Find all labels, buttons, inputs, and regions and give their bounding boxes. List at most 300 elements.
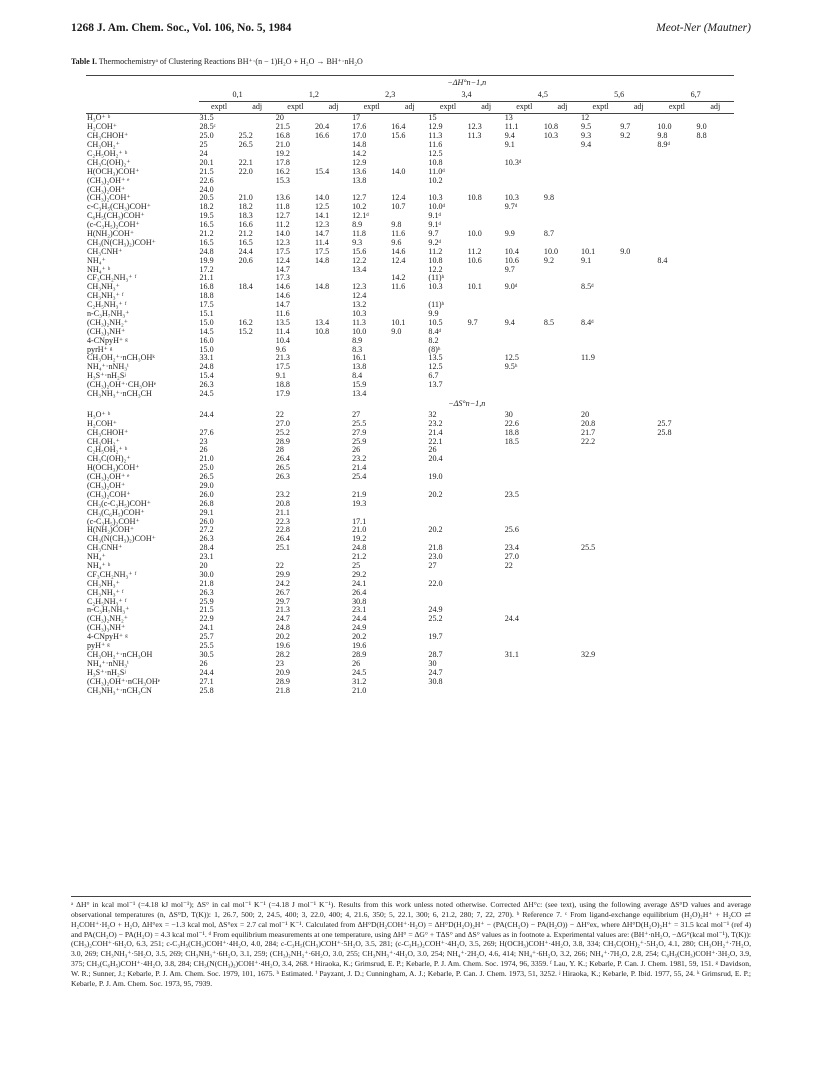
value-cell bbox=[697, 158, 734, 167]
value-cell bbox=[468, 265, 505, 274]
value-cell: 12.3 bbox=[467, 122, 482, 132]
value-cell bbox=[391, 517, 428, 526]
value-cell bbox=[620, 642, 657, 651]
value-cell bbox=[239, 354, 276, 363]
ion-name: (CH₃)₃NH⁺ bbox=[87, 623, 126, 633]
value-cell bbox=[468, 508, 505, 517]
value-cell: 15.9 bbox=[352, 380, 367, 390]
value-cell: 20.2 bbox=[275, 632, 290, 642]
value-cell bbox=[468, 517, 505, 526]
value-cell bbox=[505, 571, 544, 580]
value-cell bbox=[697, 562, 734, 571]
value-cell: 13.8 bbox=[352, 362, 367, 372]
value-cell bbox=[391, 526, 428, 535]
table-caption bbox=[71, 57, 363, 66]
value-cell bbox=[239, 176, 276, 185]
value-cell bbox=[239, 606, 276, 615]
value-cell: 10.3 bbox=[428, 282, 443, 292]
value-cell bbox=[544, 167, 581, 176]
value-cell bbox=[544, 615, 581, 624]
value-cell bbox=[468, 419, 505, 428]
value-cell: 16.5 bbox=[199, 220, 214, 230]
value-cell bbox=[620, 633, 657, 642]
value-cell bbox=[505, 588, 544, 597]
value-cell: 11.9 bbox=[581, 353, 595, 363]
value-cell bbox=[315, 517, 352, 526]
value-cell: 24.4 bbox=[504, 614, 519, 624]
value-cell: 16.6 bbox=[238, 220, 253, 230]
value-cell: 22.8 bbox=[275, 525, 290, 535]
value-cell: 9.5ʰ bbox=[504, 362, 518, 372]
value-cell bbox=[391, 677, 428, 686]
value-cell bbox=[391, 615, 428, 624]
value-cell bbox=[468, 544, 505, 553]
ion-name: CH₃C(OH)₂⁺ bbox=[87, 157, 131, 167]
value-cell bbox=[239, 553, 276, 562]
value-cell bbox=[581, 390, 620, 399]
value-cell bbox=[239, 482, 276, 491]
value-cell: 18.5 bbox=[504, 436, 519, 446]
value-cell bbox=[657, 606, 696, 615]
value-cell bbox=[697, 310, 734, 319]
value-cell: 24.8 bbox=[352, 543, 367, 553]
value-cell: 10.3ᵈ bbox=[504, 157, 522, 167]
value-cell bbox=[239, 571, 276, 580]
value-cell bbox=[620, 597, 657, 606]
table-row bbox=[86, 473, 734, 482]
value-cell bbox=[315, 265, 352, 274]
value-cell: 28.9 bbox=[275, 676, 290, 686]
value-cell bbox=[620, 571, 657, 580]
value-cell bbox=[391, 633, 428, 642]
value-cell: 13.7 bbox=[428, 380, 443, 390]
value-cell bbox=[581, 185, 620, 194]
value-cell: 10.8 bbox=[467, 193, 482, 203]
table-row bbox=[86, 310, 734, 319]
value-cell: 26.4 bbox=[275, 534, 290, 544]
value-cell bbox=[581, 588, 620, 597]
value-cell bbox=[468, 345, 505, 354]
value-cell: 9.7 bbox=[620, 122, 631, 132]
value-cell bbox=[544, 176, 581, 185]
value-cell bbox=[505, 372, 544, 381]
value-cell bbox=[697, 390, 734, 399]
table-row bbox=[86, 571, 734, 580]
value-cell: 13.2 bbox=[352, 300, 367, 310]
value-cell: 17.0 bbox=[352, 131, 367, 141]
value-cell: 19.7 bbox=[428, 632, 443, 642]
value-cell bbox=[315, 158, 352, 167]
table-row bbox=[86, 411, 734, 420]
value-cell bbox=[657, 327, 696, 336]
value-cell bbox=[620, 588, 657, 597]
value-cell bbox=[391, 508, 428, 517]
value-cell bbox=[544, 354, 581, 363]
table-row bbox=[86, 579, 734, 588]
value-cell: 16.2 bbox=[238, 317, 253, 327]
value-cell: 10.4 bbox=[275, 335, 290, 345]
value-cell bbox=[657, 301, 696, 310]
column-group-header: 4,5 bbox=[505, 90, 581, 102]
value-cell: 30.8 bbox=[428, 676, 443, 686]
value-cell: 9.7 bbox=[428, 228, 439, 238]
value-cell: 13.8 bbox=[352, 175, 367, 185]
value-cell: 9.4 bbox=[504, 131, 515, 141]
value-cell: 17.2 bbox=[199, 264, 214, 274]
value-cell: 29.1 bbox=[199, 507, 214, 517]
table-row bbox=[86, 428, 734, 437]
value-cell bbox=[657, 212, 696, 221]
value-cell: 20.2 bbox=[428, 489, 443, 499]
table-label: Table I. bbox=[71, 57, 97, 66]
value-cell bbox=[581, 624, 620, 633]
table-row bbox=[86, 203, 734, 212]
value-cell: 12.4 bbox=[391, 255, 406, 265]
value-cell bbox=[468, 336, 505, 345]
value-cell: 29.9 bbox=[275, 569, 290, 579]
ion-name: CH₃NH₃⁺ ᶠ bbox=[87, 587, 124, 597]
value-cell bbox=[620, 553, 657, 562]
value-cell bbox=[657, 668, 696, 677]
value-cell bbox=[697, 517, 734, 526]
ion-name: C₂H₅NH₃⁺ ᶠ bbox=[87, 300, 127, 310]
value-cell: 20 bbox=[581, 409, 590, 419]
value-cell bbox=[657, 579, 696, 588]
value-cell bbox=[315, 455, 352, 464]
column-group-header: 0,1 bbox=[199, 90, 275, 102]
value-cell bbox=[239, 473, 276, 482]
value-cell: 9.1ᵈ bbox=[428, 220, 442, 230]
value-cell: 25.8 bbox=[657, 427, 672, 437]
value-cell bbox=[620, 446, 657, 455]
ion-name: H₃O⁺ ᵇ bbox=[87, 113, 111, 123]
value-cell: 16.1 bbox=[352, 353, 367, 363]
value-cell: 12.5 bbox=[428, 362, 443, 372]
value-cell bbox=[544, 571, 581, 580]
value-cell bbox=[697, 301, 734, 310]
value-cell bbox=[657, 446, 696, 455]
value-cell bbox=[391, 363, 428, 372]
value-cell bbox=[544, 150, 581, 159]
value-cell: (11)ʰ bbox=[428, 300, 445, 310]
table-row bbox=[86, 677, 734, 686]
value-cell: 25 bbox=[352, 561, 361, 571]
value-cell bbox=[505, 176, 544, 185]
value-cell bbox=[544, 372, 581, 381]
value-cell bbox=[581, 363, 620, 372]
value-cell bbox=[315, 482, 352, 491]
value-cell: 24.9 bbox=[352, 623, 367, 633]
value-cell: 30 bbox=[504, 409, 513, 419]
value-cell: 22.6 bbox=[199, 175, 214, 185]
value-cell bbox=[657, 354, 696, 363]
value-cell: 25 bbox=[199, 140, 208, 150]
value-cell bbox=[620, 437, 657, 446]
value-cell bbox=[544, 686, 581, 695]
value-cell: 8.9 bbox=[352, 335, 363, 345]
value-cell bbox=[697, 455, 734, 464]
value-cell: 25.2 bbox=[238, 131, 253, 141]
column-subheader: adj bbox=[468, 102, 505, 114]
value-cell: 9.9 bbox=[428, 308, 439, 318]
value-cell: 25.7 bbox=[657, 418, 672, 428]
value-cell bbox=[391, 292, 428, 301]
value-cell bbox=[544, 535, 581, 544]
ion-name: CH₃CHOH⁺ bbox=[87, 131, 129, 141]
value-cell: 14.1 bbox=[314, 211, 330, 221]
ion-name: NH₄⁺ bbox=[87, 255, 106, 265]
value-cell bbox=[468, 482, 505, 491]
value-cell bbox=[315, 579, 352, 588]
value-cell bbox=[581, 606, 620, 615]
ion-name: CH₃OH₂⁺·nCH₃OH bbox=[87, 649, 153, 659]
value-cell bbox=[697, 686, 734, 695]
value-cell bbox=[581, 292, 620, 301]
value-cell bbox=[239, 345, 276, 354]
value-cell bbox=[697, 544, 734, 553]
value-cell: 21.5 bbox=[275, 122, 290, 132]
value-cell bbox=[544, 141, 581, 150]
value-cell: 13.6 bbox=[352, 166, 367, 176]
ion-name: NH₄⁺·nNH₃ⁱ bbox=[87, 362, 129, 372]
value-cell bbox=[391, 659, 428, 668]
value-cell bbox=[657, 203, 696, 212]
value-cell bbox=[544, 562, 581, 571]
value-cell bbox=[352, 508, 391, 517]
value-cell bbox=[620, 158, 657, 167]
value-cell bbox=[239, 624, 276, 633]
column-subheader: exptl bbox=[581, 102, 620, 114]
value-cell: 24.1 bbox=[199, 623, 214, 633]
value-cell bbox=[657, 390, 696, 399]
value-cell bbox=[468, 455, 505, 464]
value-cell bbox=[544, 624, 581, 633]
ion-name: CH₃NH₃⁺·nCH₃CN bbox=[87, 685, 152, 695]
value-cell bbox=[657, 571, 696, 580]
value-cell: 28.2 bbox=[275, 649, 290, 659]
value-cell bbox=[239, 677, 276, 686]
value-cell bbox=[620, 677, 657, 686]
value-cell bbox=[468, 535, 505, 544]
value-cell bbox=[544, 336, 581, 345]
value-cell: 9.4 bbox=[581, 140, 592, 150]
value-cell bbox=[697, 212, 734, 221]
value-cell bbox=[239, 526, 276, 535]
value-cell: 22.3 bbox=[275, 516, 290, 526]
value-cell bbox=[581, 482, 620, 491]
value-cell: 17 bbox=[352, 113, 361, 123]
value-cell: 20.5 bbox=[199, 193, 214, 203]
value-cell bbox=[697, 283, 734, 292]
value-cell: 30 bbox=[428, 658, 437, 668]
value-cell bbox=[620, 419, 657, 428]
value-cell bbox=[697, 238, 734, 247]
table-row bbox=[86, 327, 734, 336]
value-cell bbox=[468, 292, 505, 301]
value-cell: 20.6 bbox=[238, 255, 253, 265]
value-cell: 29.7 bbox=[275, 596, 290, 606]
value-cell bbox=[657, 292, 696, 301]
value-cell: 12.3 bbox=[314, 220, 330, 230]
value-cell bbox=[657, 633, 696, 642]
value-cell: 13.5 bbox=[275, 317, 290, 327]
value-cell: 21.0 bbox=[275, 140, 290, 150]
value-cell: 14.7 bbox=[275, 264, 290, 274]
value-cell: 8.9 bbox=[352, 220, 363, 230]
value-cell bbox=[468, 588, 505, 597]
value-cell bbox=[620, 354, 657, 363]
value-cell: 24.9 bbox=[428, 605, 443, 615]
table-row bbox=[86, 419, 734, 428]
value-cell: 8.8 bbox=[696, 131, 707, 141]
value-cell bbox=[391, 390, 428, 399]
table-row bbox=[86, 167, 734, 176]
value-cell: 23.5 bbox=[504, 489, 519, 499]
value-cell bbox=[391, 499, 428, 508]
value-cell: 15.2 bbox=[238, 326, 253, 336]
value-cell bbox=[620, 345, 657, 354]
value-cell: 20.1 bbox=[199, 157, 214, 167]
value-cell: 11.2 bbox=[467, 246, 482, 256]
value-cell bbox=[544, 265, 581, 274]
value-cell bbox=[468, 141, 505, 150]
value-cell bbox=[239, 428, 276, 437]
value-cell: 31.5 bbox=[199, 113, 214, 123]
value-cell bbox=[544, 588, 581, 597]
value-cell bbox=[239, 615, 276, 624]
value-cell: 15 bbox=[428, 113, 437, 123]
value-cell bbox=[315, 473, 352, 482]
value-cell: 19.3 bbox=[352, 498, 367, 508]
value-cell: 20.4 bbox=[314, 122, 330, 132]
value-cell bbox=[315, 668, 352, 677]
value-cell bbox=[239, 562, 276, 571]
value-cell: 32 bbox=[428, 409, 437, 419]
value-cell bbox=[697, 615, 734, 624]
table-row bbox=[86, 390, 734, 399]
value-cell: 14.0 bbox=[275, 228, 290, 238]
value-cell: 26.4 bbox=[275, 454, 290, 464]
value-cell: 14.6 bbox=[391, 246, 406, 256]
value-cell bbox=[468, 553, 505, 562]
value-cell bbox=[697, 499, 734, 508]
value-cell: 8.4ᵈ bbox=[428, 326, 442, 336]
table-row bbox=[86, 158, 734, 167]
ion-name: NH₄⁺ bbox=[87, 552, 106, 562]
value-cell bbox=[657, 238, 696, 247]
ion-name: pyrH⁺ ᵍ bbox=[87, 344, 113, 354]
value-cell bbox=[239, 372, 276, 381]
table-row bbox=[86, 686, 734, 695]
value-cell: 9.7 bbox=[504, 264, 515, 274]
table-row bbox=[86, 372, 734, 381]
value-cell bbox=[657, 642, 696, 651]
table-row bbox=[86, 544, 734, 553]
value-cell bbox=[468, 150, 505, 159]
value-cell: 16.0 bbox=[199, 335, 214, 345]
value-cell: 17.3 bbox=[275, 273, 290, 283]
value-cell: 26.0 bbox=[199, 489, 214, 499]
value-cell bbox=[239, 508, 276, 517]
value-cell bbox=[581, 491, 620, 500]
value-cell bbox=[544, 597, 581, 606]
value-cell: 26.5 bbox=[238, 140, 253, 150]
value-cell: 19.6 bbox=[352, 641, 367, 651]
value-cell bbox=[391, 553, 428, 562]
table-row bbox=[86, 274, 734, 283]
value-cell: 20.4 bbox=[428, 454, 443, 464]
ion-name: H₃S⁺·nH₂Sʲ bbox=[87, 667, 126, 677]
value-cell: 24.0 bbox=[199, 184, 214, 194]
value-cell: 29.2 bbox=[352, 569, 367, 579]
value-cell: 22.6 bbox=[504, 418, 519, 428]
value-cell: 14.8 bbox=[314, 255, 330, 265]
value-cell: 9.1 bbox=[581, 255, 592, 265]
value-cell bbox=[697, 274, 734, 283]
value-cell bbox=[620, 194, 657, 203]
value-cell bbox=[581, 327, 620, 336]
value-cell: 16.8 bbox=[199, 282, 214, 292]
value-cell bbox=[505, 677, 544, 686]
column-group-header: 3,4 bbox=[428, 90, 504, 102]
value-cell bbox=[697, 464, 734, 473]
table-row bbox=[86, 336, 734, 345]
value-cell: 28 bbox=[275, 445, 284, 455]
value-cell bbox=[657, 158, 696, 167]
value-cell bbox=[581, 526, 620, 535]
value-cell bbox=[199, 419, 238, 428]
value-cell bbox=[581, 265, 620, 274]
value-cell: 10.8 bbox=[428, 157, 443, 167]
table-row bbox=[86, 562, 734, 571]
value-cell bbox=[544, 390, 581, 399]
value-cell bbox=[581, 455, 620, 464]
ion-name: H(OCH₃)COH⁺ bbox=[87, 463, 140, 473]
value-cell bbox=[315, 292, 352, 301]
value-cell: 8.4 bbox=[657, 255, 668, 265]
value-cell bbox=[620, 256, 657, 265]
value-cell: 9.2 bbox=[543, 255, 555, 265]
value-cell: 26.3 bbox=[275, 472, 290, 482]
ion-name: (CH₃)₂COH⁺ bbox=[87, 489, 131, 499]
value-cell bbox=[697, 265, 734, 274]
value-cell: 18.4 bbox=[238, 282, 253, 292]
table-row bbox=[86, 535, 734, 544]
value-cell: 27.2 bbox=[199, 525, 214, 535]
table-row bbox=[86, 212, 734, 221]
value-cell bbox=[315, 615, 352, 624]
value-cell: 27.0 bbox=[504, 552, 519, 562]
value-cell bbox=[544, 668, 581, 677]
value-cell: 16.4 bbox=[391, 122, 406, 132]
table-row bbox=[86, 526, 734, 535]
value-cell bbox=[391, 381, 428, 390]
value-cell bbox=[581, 381, 620, 390]
enthalpy-title: −ΔH°n−1,n bbox=[447, 77, 487, 87]
value-cell bbox=[581, 562, 620, 571]
value-cell bbox=[505, 686, 544, 695]
value-cell bbox=[391, 562, 428, 571]
value-cell bbox=[697, 167, 734, 176]
value-cell: 8.2 bbox=[428, 335, 439, 345]
column-group-header: 6,7 bbox=[657, 90, 734, 102]
value-cell bbox=[239, 491, 276, 500]
value-cell bbox=[697, 230, 734, 239]
value-cell bbox=[315, 464, 352, 473]
value-cell bbox=[697, 203, 734, 212]
value-cell bbox=[620, 473, 657, 482]
ion-name: C₂H₅OH₂⁺ ᵇ bbox=[87, 148, 128, 158]
